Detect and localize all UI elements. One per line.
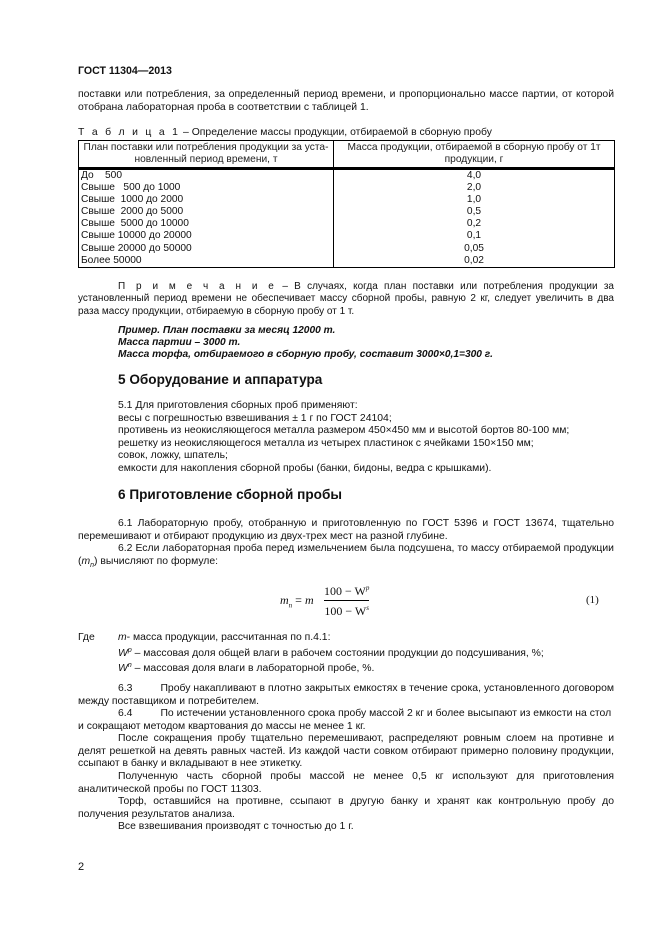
column-header-mass: Масса продукции, отбираемой в сборную пробу от 1т продукции, г — [334, 141, 615, 169]
formula-fraction: $100 - W^p$ $100 - W^s$ — [324, 584, 370, 618]
equipment-item: совок, ложку, шпатель; — [118, 450, 228, 462]
equipment-item: емкости для накопления сборной пробы (банки, бидоны, ведра с крышками). — [118, 462, 492, 474]
cell-range: Свыше 1000 до 2000 — [79, 194, 334, 206]
paragraph-analytical-sample: Полученную часть сборной пробы массой не менее 0,5 кг используют для приготовления аналитической пробы по ГОСТ 11303. — [78, 771, 614, 795]
table-row — [79, 206, 615, 218]
section-5-heading: 5 Оборудование и аппаратура — [118, 372, 323, 387]
table-row — [79, 243, 615, 255]
cell-mass: 1,0 — [334, 194, 615, 206]
cell-mass: 4,0 — [334, 169, 615, 183]
table-row — [79, 182, 615, 194]
table-note — [78, 281, 614, 318]
note-text: – В случаях, когда план поставки или потребления продукции за установленный период времени не обеспечивает массу сборной пробы, равную 2 кг, следует увеличить в два раза массу продукции, отбираемую в сборную пробу от 1 т. — [78, 281, 614, 317]
cell-mass: 0,5 — [334, 206, 615, 218]
cell-mass: 0,05 — [334, 243, 615, 255]
fraction-bar — [324, 600, 369, 601]
where-label: Где — [78, 632, 95, 643]
example-line-2: Масса партии – 3000 т. — [118, 337, 241, 348]
definition-wn: $W^n$ – массовая доля влаги в лабораторной пробе, %. — [118, 662, 375, 675]
example-line-1: Пример. План поставки за месяц 12000 т. — [118, 325, 336, 336]
table-row — [79, 230, 615, 242]
intro-paragraph: поставки или потребления, за определенный период времени, и пропорционально массе партии, от которой отобрана лабораторная проба в соответствии с таблицей 1. — [78, 89, 614, 113]
where-definitions — [118, 632, 618, 676]
equation-number: (1) — [586, 594, 599, 606]
cell-mass: 0,2 — [334, 218, 615, 230]
formula-1: $m_n = m$ $100 - W^p$ $100 - W^s$ — [280, 584, 370, 618]
cell-range: Свыше 10000 до 20000 — [79, 230, 334, 242]
table-row — [79, 255, 615, 268]
paragraph-6-1: 6.1 Лабораторную пробу, отобранную и приготовленную по ГОСТ 5396 и ГОСТ 13674, тщательно перемешивают и отбирают продукцию из двух-трех мест на разной глубине. — [78, 518, 614, 542]
page-number: 2 — [78, 861, 85, 873]
cell-mass: 2,0 — [334, 182, 615, 194]
cell-mass: 0,1 — [334, 230, 615, 242]
standard-id: ГОСТ 11304—2013 — [78, 65, 172, 77]
paragraph-6-4: 6.4 По истечении установленного срока пробу массой 2 кг и более высыпают из емкости на стол и сокращают методом квартования до массы не менее 1 кг. — [78, 708, 612, 732]
cell-range: Более 50000 — [79, 255, 334, 268]
equipment-list — [118, 400, 618, 476]
paragraph-weighing: Все взвешивания производят с точностью до 1 г. — [118, 821, 354, 832]
equipment-intro: 5.1 Для приготовления сборных проб применяют: — [118, 400, 358, 411]
table-row — [79, 169, 615, 183]
equipment-item: весы с погрешностью взвешивания ± 1 г по ГОСТ 24104; — [118, 412, 392, 424]
cell-mass: 0,02 — [334, 255, 615, 268]
paragraph-control-sample: Торф, оставшийся на противне, ссыпают в другую банку и хранят как контрольную пробу до получения результатов анализа. — [78, 796, 614, 820]
note-label: П р и м е ч а н и е — [118, 281, 277, 292]
example-line-3: Масса торфа, отбираемого в сборную пробу, составит 3000×0,1=300 г. — [118, 349, 493, 360]
equipment-item: решетку из неокисляющегося металла из четырех пластинок с ячейками 150×150 мм; — [118, 437, 534, 449]
cell-range: Свыше 5000 до 10000 — [79, 218, 334, 230]
table-row — [79, 218, 615, 230]
definition-wp: $W^p$ – массовая доля общей влаги в рабочем состоянии продукции до подсушивания, %; — [118, 646, 544, 659]
section-6-heading: 6 Приготовление сборной пробы — [118, 487, 342, 502]
definition-m: m- масса продукции, рассчитанная по п.4.1: — [118, 632, 331, 643]
table-row — [79, 194, 615, 206]
paragraph-6-2: 6.2 Если лабораторная проба перед измельчением была подсушена, то массу отбираемой продукции $(m_n)$ вычисляют по формуле: — [78, 543, 614, 569]
cell-range: Свыше 2000 до 5000 — [79, 206, 334, 218]
cell-range: До 500 — [79, 169, 334, 183]
paragraph-after-reduction: После сокращения пробу тщательно перемешивают, распределяют ровным слоем на противне и делят решеткой на девять равных частей. Из каждой части совком отбирают примерно половину продукции, ссыпают в банку и вкладывают в нее этикетку. — [78, 733, 614, 770]
cell-range: Свыше 500 до 1000 — [79, 182, 334, 194]
table-caption — [78, 127, 492, 140]
table-header-row — [79, 141, 615, 169]
cell-range: Свыше 20000 до 50000 — [79, 243, 334, 255]
mass-table — [78, 140, 615, 268]
equipment-item: противень из неокисляющегося металла размером 450×450 мм и высотой бортов 80-100 мм; — [118, 425, 570, 437]
table-caption-text: – Определение массы продукции, отбираемой в сборную пробу — [180, 127, 492, 138]
paragraph-6-3: 6.3 Пробу накапливают в плотно закрытых емкостях в течение срока, установленного договором между поставщиком и потребителем. — [78, 683, 614, 707]
table-caption-label: Т а б л и ц а 1 — [78, 127, 181, 138]
column-header-plan: План поставки или потребления продукции за уста-новленный период времени, т — [79, 141, 334, 169]
